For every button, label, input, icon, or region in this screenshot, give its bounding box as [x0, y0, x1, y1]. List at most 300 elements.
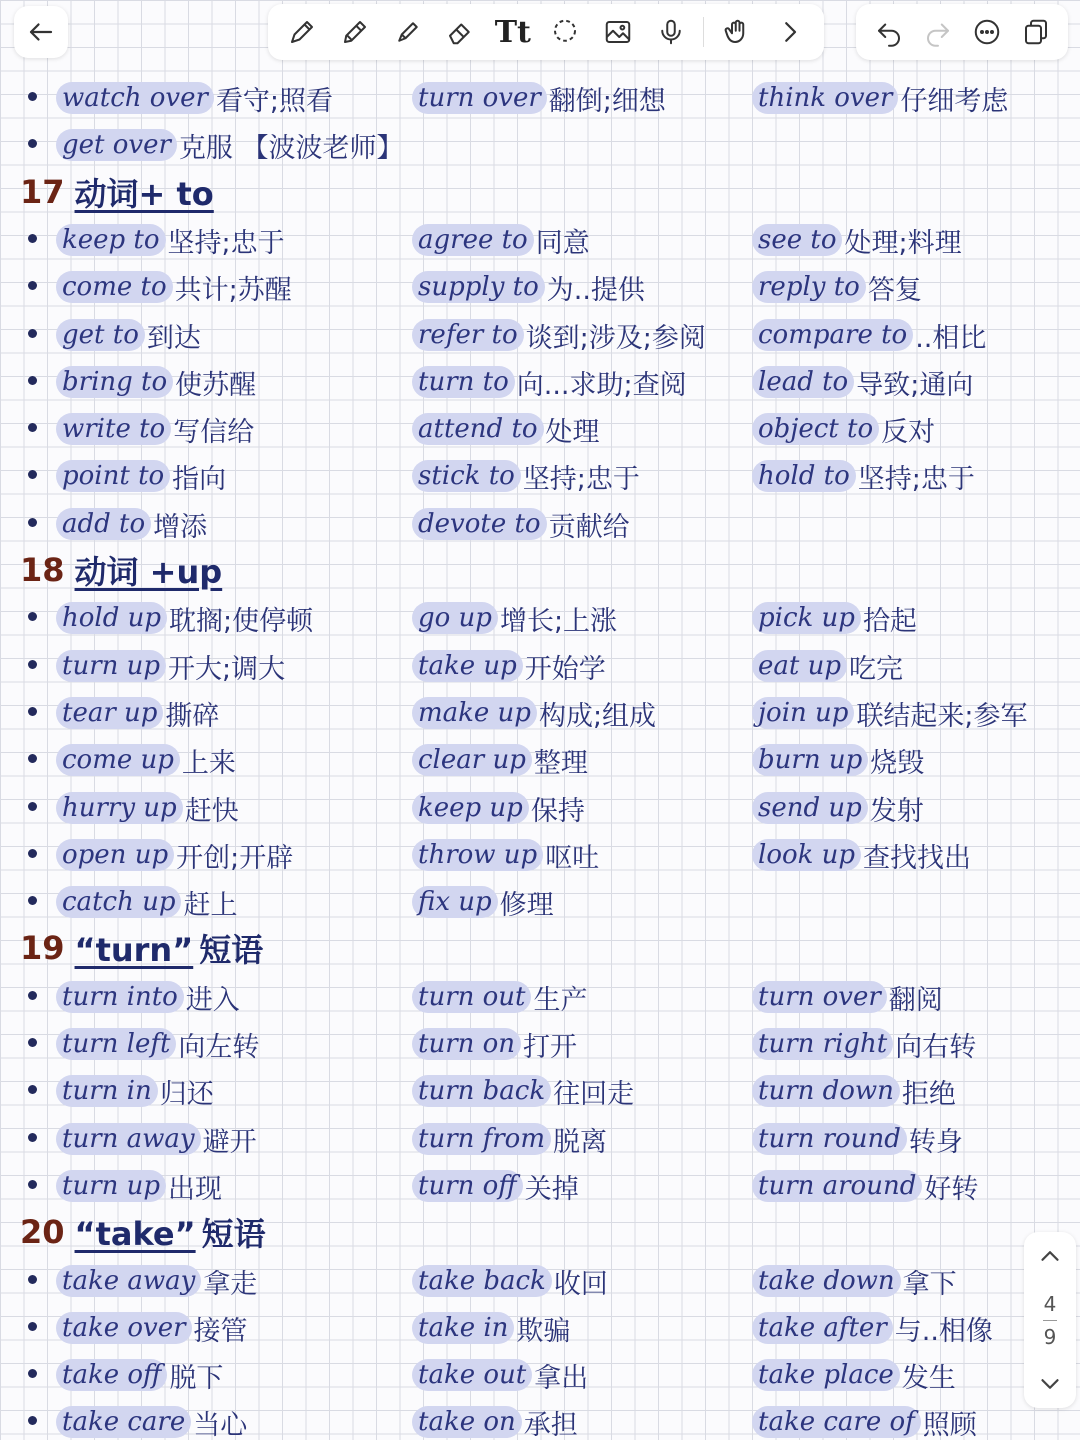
phrase-text: take down — [752, 1265, 901, 1297]
section-title — [75, 925, 264, 971]
phrase-meaning: 反对 — [881, 416, 936, 448]
lasso-icon[interactable] — [545, 12, 585, 52]
phrase-meaning: 拾起 — [862, 605, 917, 637]
phrase-meaning: 整理 — [533, 747, 588, 779]
phrase-text: burn up — [752, 744, 868, 776]
eraser-icon[interactable] — [440, 12, 480, 52]
phrase-entry — [412, 884, 554, 920]
phrase-row — [0, 452, 1080, 499]
phrase-meaning: 发生 — [901, 1362, 956, 1394]
section-title-suffix: 短语 — [199, 931, 264, 969]
section-title — [75, 169, 214, 215]
phrase-entry — [752, 364, 973, 400]
phrase-text: reply to — [752, 271, 866, 303]
phrase-text: stick to — [412, 460, 521, 492]
phrase-meaning: 烧毁 — [870, 747, 925, 779]
phrase-meaning: 转身 — [908, 1126, 963, 1158]
phrase-entry — [752, 1073, 956, 1109]
phrase-entry — [56, 1168, 222, 1204]
phrase-entry — [752, 600, 917, 636]
phrase-entry — [56, 317, 201, 353]
phrase-text: take over — [56, 1312, 192, 1344]
history-group — [856, 4, 1068, 60]
phrase-entry — [412, 979, 587, 1015]
phrase-entry — [412, 600, 617, 636]
phrase-text: turn up — [56, 650, 166, 682]
phrase-text: take out — [412, 1359, 532, 1391]
phrase-text: throw up — [412, 839, 543, 871]
phrase-text: keep to — [56, 224, 166, 256]
phrase-meaning: 关掉 — [524, 1173, 579, 1205]
phrase-entry — [56, 127, 404, 163]
phrase-entry — [412, 506, 630, 542]
phrase-meaning: 坚持;忠于 — [167, 227, 285, 259]
phrase-text: look up — [752, 839, 861, 871]
phrase-meaning: 好转 — [924, 1173, 979, 1205]
phrase-meaning: 开始学 — [524, 653, 606, 685]
phrase-text: turn out — [412, 981, 531, 1013]
image-icon[interactable] — [598, 12, 638, 52]
bullet-icon — [28, 518, 37, 527]
highlighter-icon[interactable] — [388, 12, 428, 52]
phrase-text: turn over — [752, 981, 887, 1013]
phrase-meaning: 打开 — [523, 1031, 578, 1063]
phrase-text: join up — [752, 697, 854, 729]
phrase-meaning: 保持 — [530, 795, 585, 827]
phrase-meaning: 照顾 — [922, 1409, 977, 1440]
phrase-row — [0, 1067, 1080, 1114]
phrase-meaning: 欺骗 — [516, 1315, 571, 1347]
phrase-entry — [752, 1404, 977, 1440]
phrase-text: compare to — [752, 319, 913, 351]
phrase-meaning: 构成;组成 — [538, 700, 657, 732]
more-icon[interactable] — [967, 12, 1007, 52]
phrase-entry — [56, 695, 219, 731]
section-title-underlined: 动词+ to — [74, 175, 214, 213]
phrase-row — [0, 736, 1080, 783]
phrase-text: fix up — [412, 886, 498, 918]
phrase-text: come to — [56, 271, 173, 303]
phrase-text: open up — [56, 839, 174, 871]
phrase-row — [0, 831, 1080, 878]
phrase-entry — [412, 364, 687, 400]
phrase-meaning: 看守;照看 — [215, 85, 334, 117]
phrase-meaning: 撕碎 — [165, 700, 220, 732]
redo-icon[interactable] — [918, 12, 958, 52]
phrase-entry — [56, 1263, 257, 1299]
phrase-entry — [56, 1357, 223, 1393]
phrase-entry — [752, 742, 924, 778]
phrase-meaning: 共计;苏醒 — [174, 274, 292, 306]
microphone-icon[interactable] — [651, 12, 691, 52]
phrase-entry — [412, 80, 666, 116]
phrase-meaning: 向...求助;查阅 — [516, 369, 687, 401]
section-title-keyword: “turn” — [74, 931, 194, 969]
phrase-entry — [412, 790, 585, 826]
bullet-icon — [28, 612, 37, 621]
phrase-text: lead to — [752, 366, 854, 398]
phrase-text: supply to — [412, 271, 545, 303]
phrase-meaning: 承担 — [523, 1409, 578, 1440]
phrase-entry — [752, 648, 903, 684]
phrase-text: take on — [412, 1406, 522, 1438]
phrase-row — [0, 1351, 1080, 1398]
phrase-entry — [56, 742, 236, 778]
phrase-meaning: 脱下 — [169, 1362, 224, 1394]
phrase-meaning: 翻倒;细想 — [548, 85, 666, 117]
phrase-entry — [56, 506, 207, 542]
bullet-icon — [28, 1180, 37, 1189]
phrase-meaning: 发射 — [869, 795, 924, 827]
phrase-text: turn right — [752, 1028, 893, 1060]
section-number-text: 17 — [20, 173, 65, 211]
phrase-text: bring to — [56, 366, 173, 398]
phrase-text: turn on — [412, 1028, 521, 1060]
phrase-meaning: 开创;开辟 — [176, 842, 294, 874]
phrase-entry — [56, 1310, 248, 1346]
phrase-entry — [56, 979, 240, 1015]
phrase-entry — [56, 1121, 257, 1157]
phrase-meaning: 赶上 — [183, 889, 238, 921]
phrase-meaning: 处理 — [545, 416, 600, 448]
phrase-text: turn back — [412, 1075, 551, 1107]
phrase-text: agree to — [412, 224, 534, 256]
phrase-row — [0, 216, 1080, 263]
bullet-icon — [28, 470, 37, 479]
phrase-text: turn to — [412, 366, 515, 398]
bullet-icon — [28, 1275, 37, 1284]
phrase-meaning: 进入 — [185, 984, 240, 1016]
phrase-text: catch up — [56, 886, 181, 918]
phrase-entry — [412, 837, 599, 873]
phrase-text: add to — [56, 508, 151, 540]
phrase-meaning: 导致;通向 — [856, 369, 974, 401]
bullet-icon — [28, 991, 37, 1000]
phrase-entry — [56, 884, 237, 920]
page-indicator — [1043, 1291, 1057, 1350]
chevron-down-icon[interactable] — [1035, 1372, 1065, 1396]
phrase-meaning: 查找找出 — [863, 842, 972, 874]
phrase-text: pick up — [752, 602, 861, 634]
phrase-row — [0, 689, 1080, 736]
section-title-suffix: 短语 — [201, 1215, 266, 1253]
phrase-entry — [412, 1026, 577, 1062]
phrase-meaning: 避开 — [202, 1126, 257, 1158]
phrase-entry — [56, 222, 285, 258]
phrase-meaning: 增添 — [153, 511, 208, 543]
phrase-entry — [752, 1357, 956, 1393]
phrase-text: think over — [752, 82, 898, 114]
phrase-entry — [412, 269, 645, 305]
phrase-row — [0, 784, 1080, 831]
phrase-entry — [56, 600, 313, 636]
phrase-entry — [752, 411, 935, 447]
phrase-meaning: 谈到;涉及;参阅 — [525, 322, 706, 354]
phrase-meaning: 生产 — [533, 984, 588, 1016]
phrase-row — [0, 642, 1080, 689]
phrase-meaning: 拿出 — [534, 1362, 589, 1394]
section-heading — [20, 1209, 266, 1255]
phrase-text: eat up — [752, 650, 847, 682]
bullet-icon — [28, 849, 37, 858]
bullet-icon — [28, 92, 37, 101]
phrase-text: get to — [56, 319, 145, 351]
phrase-meaning: 贡献给 — [548, 511, 630, 543]
phrase-entry — [752, 269, 922, 305]
pages-icon[interactable] — [1016, 12, 1056, 52]
hand-icon[interactable] — [717, 12, 757, 52]
phrase-meaning: 答复 — [867, 274, 922, 306]
bullet-icon — [28, 1133, 37, 1142]
section-number-text: 20 — [20, 1213, 65, 1251]
phrase-entry — [412, 1168, 579, 1204]
phrase-row — [0, 1020, 1080, 1067]
phrase-entry — [752, 1263, 957, 1299]
phrase-text: turn round — [752, 1123, 907, 1155]
pen-icon[interactable] — [282, 12, 322, 52]
phrase-entry — [412, 1121, 607, 1157]
phrase-entry — [752, 458, 975, 494]
bullet-icon — [28, 1369, 37, 1378]
phrase-text: hold to — [752, 460, 856, 492]
phrase-entry — [412, 458, 640, 494]
section-number — [20, 1213, 65, 1251]
phrase-meaning: 当心 — [193, 1409, 248, 1440]
phrase-entry — [56, 1404, 247, 1440]
phrase-text: watch over — [56, 82, 214, 114]
section-title — [75, 1209, 266, 1255]
phrase-meaning: 增长;上涨 — [499, 605, 618, 637]
phrase-text: take after — [752, 1312, 893, 1344]
bullet-icon — [28, 754, 37, 763]
phrase-meaning: 坚持;忠于 — [522, 463, 640, 495]
phrase-meaning: 开大;调大 — [168, 653, 286, 685]
phrase-entry — [56, 364, 256, 400]
chevron-right-icon[interactable] — [770, 12, 810, 52]
phrase-entry — [56, 269, 292, 305]
phrase-meaning: 上来 — [181, 747, 236, 779]
phrase-meaning: 赶快 — [184, 795, 239, 827]
phrase-text: turn left — [56, 1028, 176, 1060]
phrase-row — [0, 500, 1080, 547]
phrase-entry — [412, 411, 600, 447]
phrase-meaning: 联结起来;参军 — [856, 700, 1028, 732]
phrase-meaning: 吃完 — [849, 653, 903, 685]
phrase-text: go up — [412, 602, 498, 634]
phrase-entry — [752, 1026, 976, 1062]
section-title-keyword: “take” — [74, 1215, 196, 1253]
bullet-icon — [28, 376, 37, 385]
section-title-underlined: 动词 +up — [74, 553, 223, 591]
section-number-text: 18 — [20, 551, 65, 589]
bullet-icon — [28, 802, 37, 811]
phrase-row — [0, 263, 1080, 310]
phrase-row — [0, 1398, 1080, 1440]
phrase-row — [0, 1304, 1080, 1351]
phrase-entry — [412, 1404, 578, 1440]
phrase-text: take in — [412, 1312, 514, 1344]
phrase-text: take place — [752, 1359, 900, 1391]
phrase-entry — [56, 458, 226, 494]
section-heading — [20, 925, 263, 971]
phrase-text: attend to — [412, 413, 544, 445]
section-number-text: 19 — [20, 929, 65, 967]
bullet-icon — [28, 1416, 37, 1425]
phrase-entry — [752, 222, 962, 258]
section-heading — [20, 547, 222, 593]
phrase-row — [0, 121, 1080, 168]
bullet-icon — [28, 896, 37, 905]
phrase-entry — [56, 790, 239, 826]
phrase-text: turn down — [752, 1075, 900, 1107]
toolbar — [0, 0, 1080, 66]
phrase-text: turn from — [412, 1123, 551, 1155]
bullet-icon — [28, 139, 37, 148]
tools-group — [268, 4, 824, 60]
phrase-text: keep up — [412, 792, 529, 824]
phrase-meaning: 到达 — [146, 322, 201, 354]
phrase-text: refer to — [412, 319, 524, 351]
phrase-entry — [752, 80, 1008, 116]
phrase-meaning: 同意 — [535, 227, 590, 259]
total-pages: 9 — [1043, 1324, 1057, 1349]
phrase-entry — [56, 80, 333, 116]
phrase-text: turn off — [412, 1170, 523, 1202]
phrase-text: object to — [752, 413, 879, 445]
phrase-text: turn into — [56, 981, 184, 1013]
bullet-icon — [28, 423, 37, 432]
phrase-text: take back — [412, 1265, 552, 1297]
bullet-icon — [28, 1322, 37, 1331]
phrase-text: point to — [56, 460, 170, 492]
phrase-entry — [752, 317, 986, 353]
phrase-entry — [412, 222, 590, 258]
phrase-meaning: 向左转 — [178, 1031, 260, 1063]
phrase-meaning: 坚持;忠于 — [857, 463, 975, 495]
phrase-text: take up — [412, 650, 523, 682]
phrase-meaning: 耽搁;使停顿 — [169, 605, 314, 637]
phrase-meaning: 指向 — [172, 463, 227, 495]
phrase-entry — [56, 1026, 259, 1062]
phrase-meaning: 处理;料理 — [844, 227, 962, 259]
phrase-meaning: 往回走 — [553, 1078, 635, 1110]
phrase-row — [0, 878, 1080, 925]
bullet-icon — [28, 234, 37, 243]
phrase-text: turn around — [752, 1170, 922, 1202]
page-divider — [1043, 1320, 1057, 1321]
phrase-meaning: 翻阅 — [888, 984, 943, 1016]
phrase-entry — [56, 411, 254, 447]
phrase-entry — [412, 742, 588, 778]
phrase-row — [0, 1162, 1080, 1209]
phrase-meaning: 修理 — [499, 889, 554, 921]
phrase-row — [0, 311, 1080, 358]
back-icon — [21, 12, 61, 52]
phrase-row — [0, 1257, 1080, 1304]
phrase-text: write to — [56, 413, 171, 445]
phrase-row — [0, 405, 1080, 452]
phrase-entry — [412, 1357, 588, 1393]
phrase-meaning: 写信给 — [173, 416, 255, 448]
phrase-entry — [412, 1073, 634, 1109]
phrase-text: take away — [56, 1265, 201, 1297]
phrase-row — [0, 1115, 1080, 1162]
phrase-meaning: 呕吐 — [545, 842, 600, 874]
section-title — [75, 547, 223, 593]
phrase-meaning: 拿走 — [203, 1268, 258, 1300]
phrase-text: turn up — [56, 1170, 166, 1202]
phrase-meaning: 为..提供 — [546, 274, 645, 306]
phrase-meaning: 脱离 — [553, 1126, 607, 1158]
phrase-row — [0, 74, 1080, 121]
bullet-icon — [28, 281, 37, 290]
phrase-entry — [56, 648, 285, 684]
phrase-row — [0, 973, 1080, 1020]
phrase-entry — [412, 317, 706, 353]
phrase-entry — [412, 1263, 608, 1299]
phrase-row — [0, 594, 1080, 641]
phrase-text: make up — [412, 697, 537, 729]
page-navigator — [1024, 1232, 1076, 1408]
chevron-up-icon[interactable] — [1035, 1244, 1065, 1268]
section-number — [20, 551, 65, 589]
phrase-text: get over — [56, 129, 177, 161]
bullet-icon — [28, 1038, 37, 1047]
phrase-entry — [752, 837, 971, 873]
section-number — [20, 929, 65, 967]
phrase-meaning: 出现 — [168, 1173, 223, 1205]
phrase-entry — [56, 1073, 214, 1109]
phrase-entry — [752, 1121, 963, 1157]
phrase-meaning: 克服 【波波老师】 — [178, 132, 404, 164]
phrase-text: hurry up — [56, 792, 183, 824]
phrase-text: take off — [56, 1359, 167, 1391]
phrase-text: clear up — [412, 744, 532, 776]
phrase-entry — [412, 648, 606, 684]
bullet-icon — [28, 707, 37, 716]
phrase-text: see to — [752, 224, 842, 256]
phrase-entry — [412, 695, 656, 731]
phrase-entry — [752, 1168, 978, 1204]
phrase-text: turn away — [56, 1123, 201, 1155]
phrase-meaning: 与..相像 — [894, 1315, 993, 1347]
phrase-meaning: 向右转 — [895, 1031, 977, 1063]
bullet-icon — [28, 1085, 37, 1094]
phrase-meaning: 拒绝 — [901, 1078, 956, 1110]
phrase-entry — [412, 1310, 570, 1346]
phrase-text: take care — [56, 1406, 191, 1438]
text-icon[interactable]: Tt — [494, 14, 531, 50]
section-number — [20, 173, 65, 211]
phrase-text: take care of — [752, 1406, 921, 1438]
phrase-meaning: ..相比 — [915, 322, 987, 354]
bullet-icon — [28, 660, 37, 669]
phrase-text: devote to — [412, 508, 547, 540]
phrase-meaning: 收回 — [553, 1268, 608, 1300]
phrase-entry — [752, 790, 924, 826]
pencil-icon[interactable] — [335, 12, 375, 52]
phrase-meaning: 归还 — [159, 1078, 214, 1110]
phrase-entry — [752, 1310, 993, 1346]
phrase-text: hold up — [56, 602, 167, 634]
section-heading — [20, 169, 214, 215]
undo-icon[interactable] — [869, 12, 909, 52]
phrase-text: turn in — [56, 1075, 158, 1107]
bullet-icon — [28, 329, 37, 338]
toolbar-divider — [703, 17, 704, 47]
back-button[interactable] — [14, 6, 68, 58]
phrase-text: come up — [56, 744, 180, 776]
